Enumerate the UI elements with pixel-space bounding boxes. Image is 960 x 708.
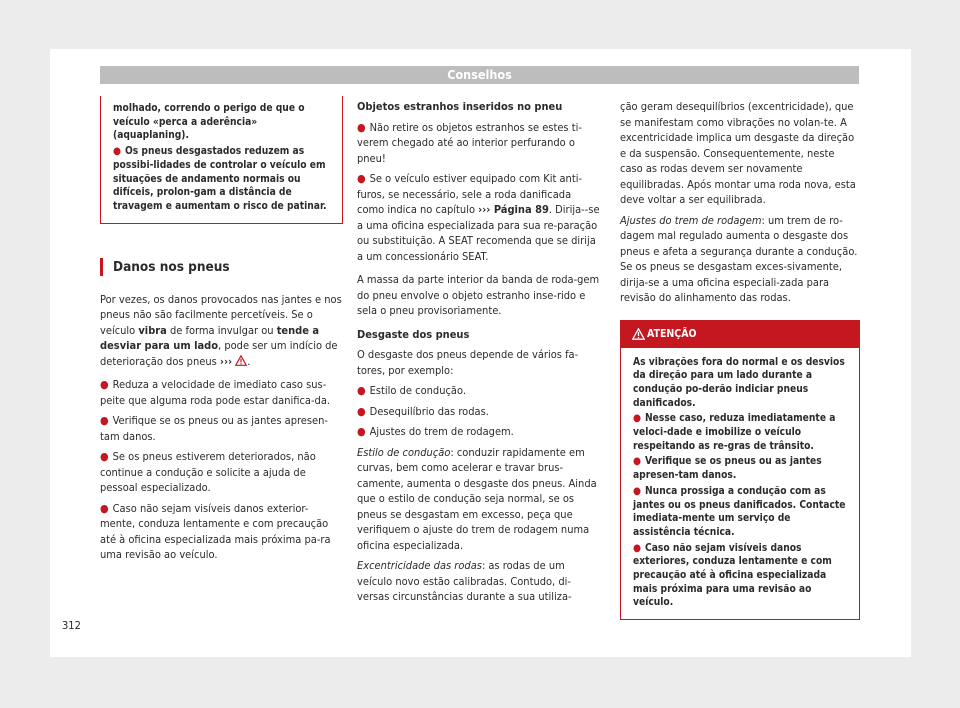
list-item: ● Reduza a velocidade de imediato caso sus-peite que alguma roda pode estar danifica-da. (100, 378, 331, 407)
warning-bullet: ● Verifique se os pneus ou as jantes apresen-tam danos. (633, 456, 822, 482)
warning-box-continuation (100, 96, 343, 224)
section-title: Danos nos pneus (113, 258, 230, 275)
warning-text: molhado, correndo o perigo de que o veículo «perca a aderência» (aquaplaning). (113, 103, 305, 142)
paragraph: Ajustes do trem de rodagem: um trem de ro-dagem mal regulado aumenta o desgaste dos pneus e afeta a segurança durante a condução. Se os pneus se desgastam exces-sivamente, dirija-se a uma oficina especiali-zada para revisão do alinhamento das rodas. (620, 213, 858, 304)
intro-paragraph: Por vezes, os danos provocados nas jantes e nos pneus não são facilmente percetíveis. Se o veículo vibra de forma invulgar ou tende a desviar para um lado, pode ser um indício de deterioração dos pneus ››› . (100, 292, 342, 368)
list-item: ● Verifique se os pneus ou as jantes apresen-tam danos. (100, 414, 328, 443)
warning-bullet: ● Nesse caso, reduza imediatamente a veloci-dade e imobilize o veículo respeitando as re-gras de trânsito. (633, 413, 836, 452)
subheading: Objetos estranhos inseridos no pneu (357, 100, 563, 113)
column-1 (100, 96, 343, 563)
subheading: Desgaste dos pneus (357, 327, 470, 341)
warning-triangle-icon (235, 355, 247, 366)
list-item: ● Estilo de condução. (357, 384, 466, 397)
column-2 (357, 99, 600, 605)
list-item: ● Não retire os objetos estranhos se estes ti-verem chegado até ao interior perfurando o pneu! (357, 120, 582, 165)
list-item: ● Se os pneus estiverem deteriorados, não continue a condução e solicite a ajuda de pessoal especializado. (100, 450, 316, 495)
paragraph: O desgaste dos pneus depende de vários fa-tores, por exemplo: (357, 348, 579, 377)
bullet-icon: ● (113, 146, 121, 158)
page-header: Conselhos (100, 66, 859, 84)
warning-bullet: ● Caso não sejam visíveis danos exteriores, conduza lentamente e com precaução até à oficina especializada mais próxima para uma revisão ao veículo. (633, 542, 832, 609)
list-item: ● Ajustes do trem de rodagem. (357, 425, 514, 438)
page-link[interactable]: ››› Página 89 (478, 203, 549, 216)
warning-triangle-icon (632, 328, 645, 340)
warning-box (620, 320, 860, 621)
list-item: ● Desequilíbrio das rodas. (357, 404, 489, 418)
paragraph: ção geram desequilíbrios (excentricidade), que se manifestam como vibrações no volan-te. A excentricidade implica um desgaste da direção e da suspensão. Consequentemente, neste caso as rodas devem ser novamente equilibradas. Após montar uma roda nova, esta deve voltar a ser equilibrada. (620, 100, 856, 206)
list-item: ● Se o veículo estiver equipado com Kit anti-furos, se necessário, sele a roda danificada como indica no capítulo ››› Página 89. Dirija--se a uma oficina especializada para sua re-paração ou substituição. A SEAT recomenda que se dirija a um concessionário SEAT. (357, 172, 600, 263)
warning-bullet: ● Nunca prossiga a condução com as jantes ou os pneus danificados. Contacte imediata-mente um serviço de assistência técnica. (633, 485, 846, 538)
page-number: 312 (62, 619, 81, 632)
warning-title: ATENÇÃO (647, 327, 697, 340)
column-3 (620, 99, 860, 620)
paragraph: Estilo de condução: conduzir rapidamente em curvas, bem como acelerar e travar brus-camente, aumenta o desgaste dos pneus. Ainda que o estilo de condução seja normal, se os pneus se desgastam em excesso, peça que verifiquem o ajuste do trem de rodagem numa oficina especializada. (357, 445, 597, 552)
section-heading (100, 258, 343, 276)
list-item: ● Caso não sejam visíveis danos exterior-mente, conduza lentamente e com precaução até à oficina especializada mais próxima pa-ra uma revisão ao veículo. (100, 501, 331, 562)
paragraph: A massa da parte interior da banda de roda-gem do pneu envolve o objeto estranho inse-rido e sela o pneu provisoriamente. (357, 273, 600, 317)
warning-bullet: ● Os pneus desgastados reduzem as possibi-lidades de controlar o veículo em situações de andamento normais ou difíceis, prolon-gam a distância de travagem e aumentam o risco de patinar. (113, 146, 327, 212)
cross-ref-arrow: ››› (219, 354, 233, 368)
warning-text: As vibrações fora do normal e os desvios da direção para um lado durante a condução po-derão indiciar pneus danificados. (633, 356, 845, 409)
paragraph: Excentricidade das rodas: as rodas de um veículo novo estão calibradas. Contudo, di-versas circunstâncias durante a sua utiliza- (357, 559, 572, 603)
warning-header (621, 321, 859, 348)
